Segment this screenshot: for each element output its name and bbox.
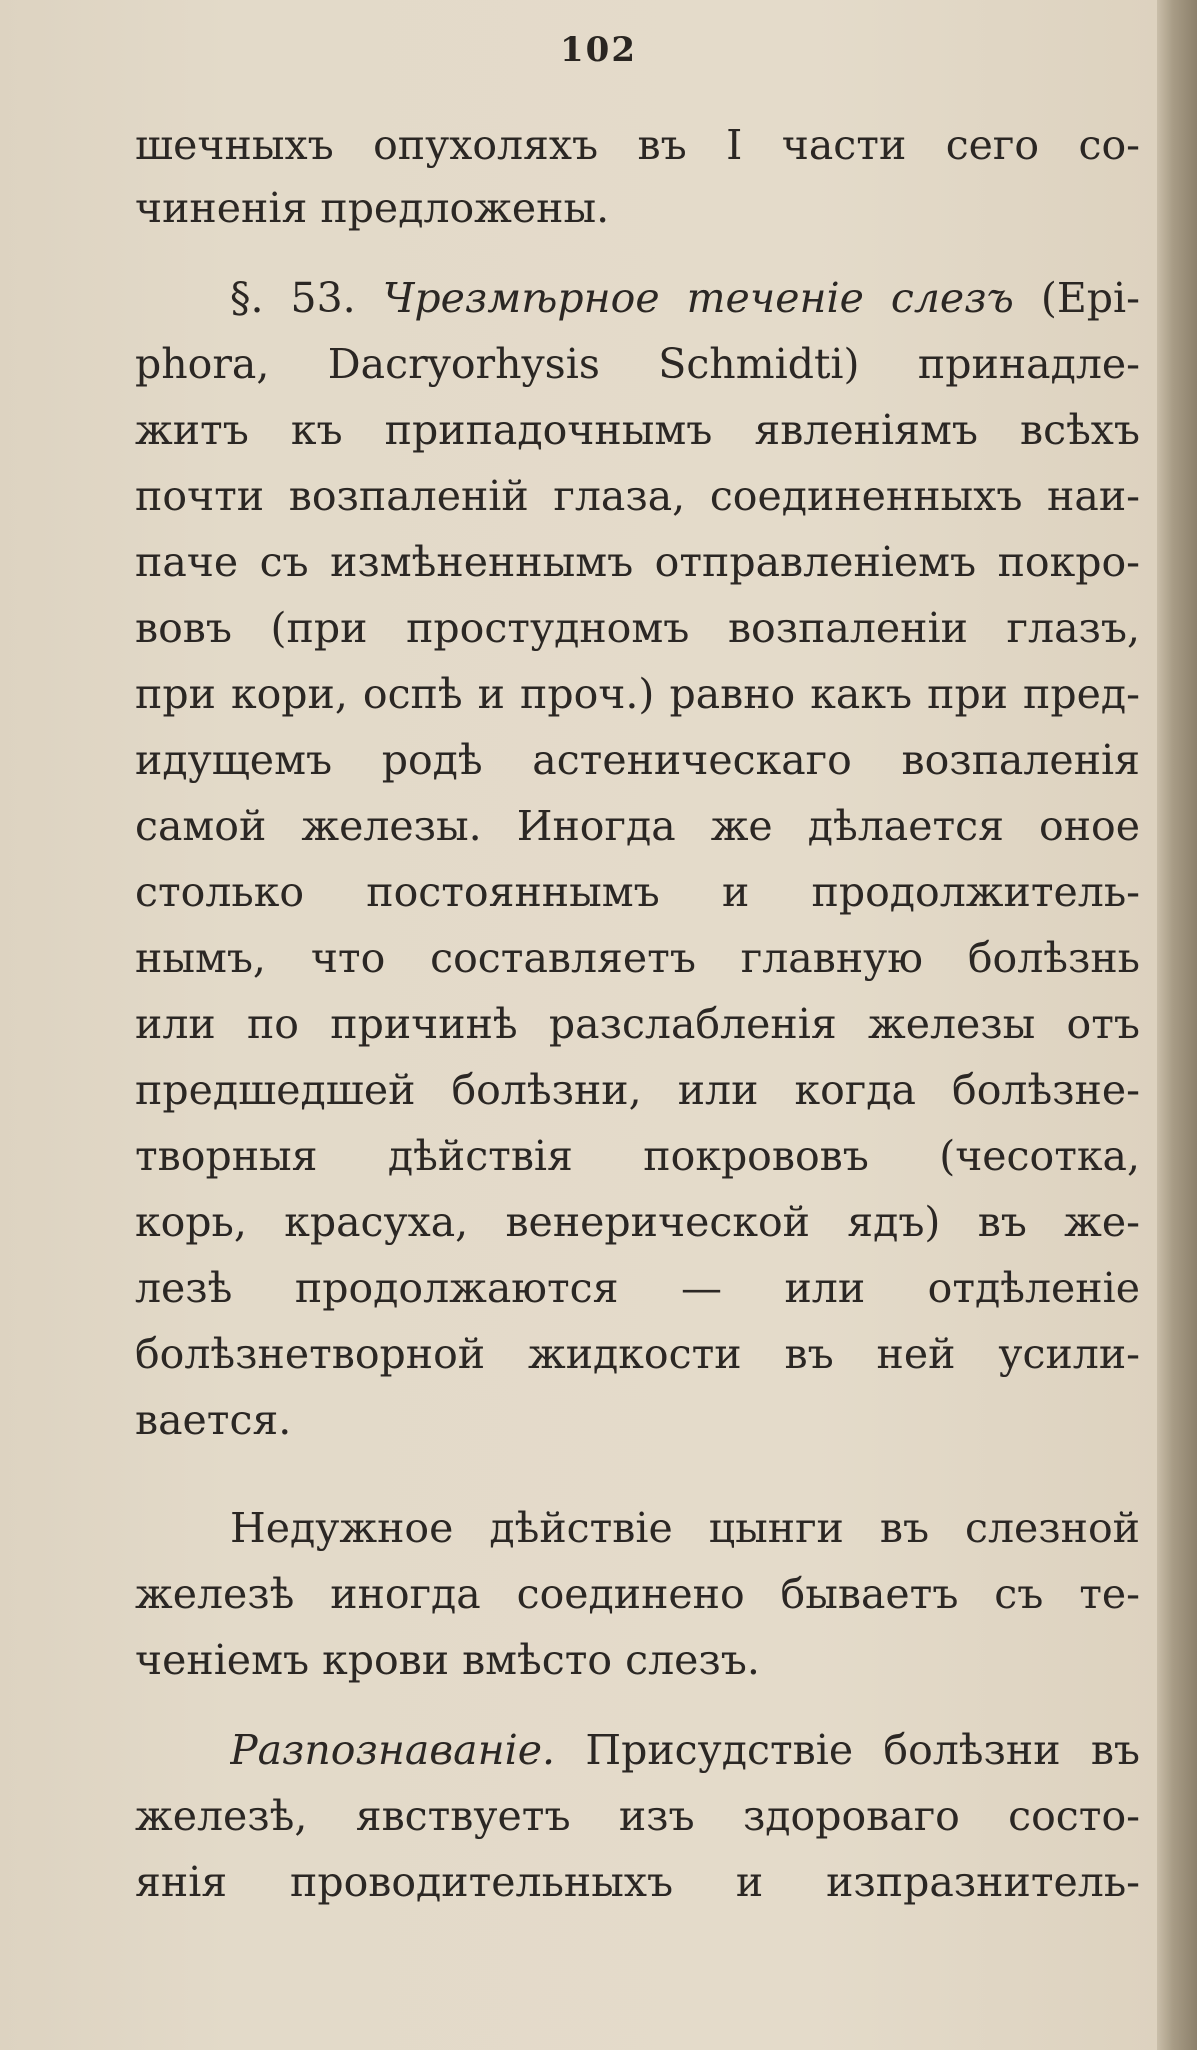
- text-line: столько постояннымъ и продолжитель-: [135, 868, 1140, 916]
- text-line: идущемъ родѣ астеническаго возпаленія: [135, 736, 1140, 784]
- text-line: вовъ (при простудномъ возпаленіи глазъ,: [135, 604, 1140, 652]
- text-line: вается.: [135, 1396, 292, 1444]
- text-line: шечныхъ опухоляхъ въ I части сего со-: [135, 121, 1140, 169]
- text-line: phora, Dacryorhysis Schmidti) принадле-: [135, 340, 1140, 388]
- text-line: или по причинѣ разслабленія железы отъ: [135, 1000, 1140, 1048]
- text-line: житъ къ припадочнымъ явленіямъ всѣхъ: [135, 406, 1140, 454]
- text-line: ченіемъ крови вмѣсто слезъ.: [135, 1636, 760, 1684]
- text-line: Недужное дѣйствіе цынги въ слезной: [230, 1504, 1140, 1552]
- text-line: творныя дѣйствія покрововъ (чесотка,: [135, 1132, 1140, 1180]
- text-line: лезѣ продолжаются — или отдѣленіе: [135, 1264, 1140, 1312]
- text-line: при кори, оспѣ и проч.) равно какъ при пред-: [135, 670, 1140, 718]
- page-number: 102: [560, 30, 637, 70]
- diagnosis-title: Разпознаваніе.: [230, 1726, 556, 1774]
- diagnosis-line: [230, 1720, 1140, 1780]
- text-line: железѣ иногда соединено бываетъ съ те-: [135, 1570, 1140, 1618]
- page-edge: [1157, 0, 1197, 2050]
- section-title-rest: (Epi-: [1013, 274, 1140, 322]
- text-line: железѣ, явствуетъ изъ здороваго состо-: [135, 1792, 1140, 1840]
- text-line: паче съ измѣненнымъ отправленіемъ покро-: [135, 538, 1140, 586]
- text-line: самой железы. Иногда же дѣлается оное: [135, 802, 1140, 850]
- section-heading-line: [230, 268, 1140, 328]
- text-line: нымъ, что составляетъ главную болѣзнь: [135, 934, 1140, 982]
- text-line: янія проводительныхъ и изпразнитель-: [135, 1858, 1140, 1906]
- text-line: корь, красуха, венерической ядъ) въ же-: [135, 1198, 1140, 1246]
- text-line: болѣзнетворной жидкости въ ней усили-: [135, 1330, 1140, 1378]
- diagnosis-rest: Присудствіе болѣзни въ: [555, 1726, 1140, 1774]
- section-number: §. 53.: [230, 274, 356, 322]
- section-title: Чрезмѣрное теченіе слезъ: [382, 274, 1014, 322]
- text-line: предшедшей болѣзни, или когда болѣзне-: [135, 1066, 1140, 1114]
- text-line: чиненія предложены.: [135, 184, 610, 232]
- text-line: почти возпаленій глаза, соединенныхъ наи-: [135, 472, 1140, 520]
